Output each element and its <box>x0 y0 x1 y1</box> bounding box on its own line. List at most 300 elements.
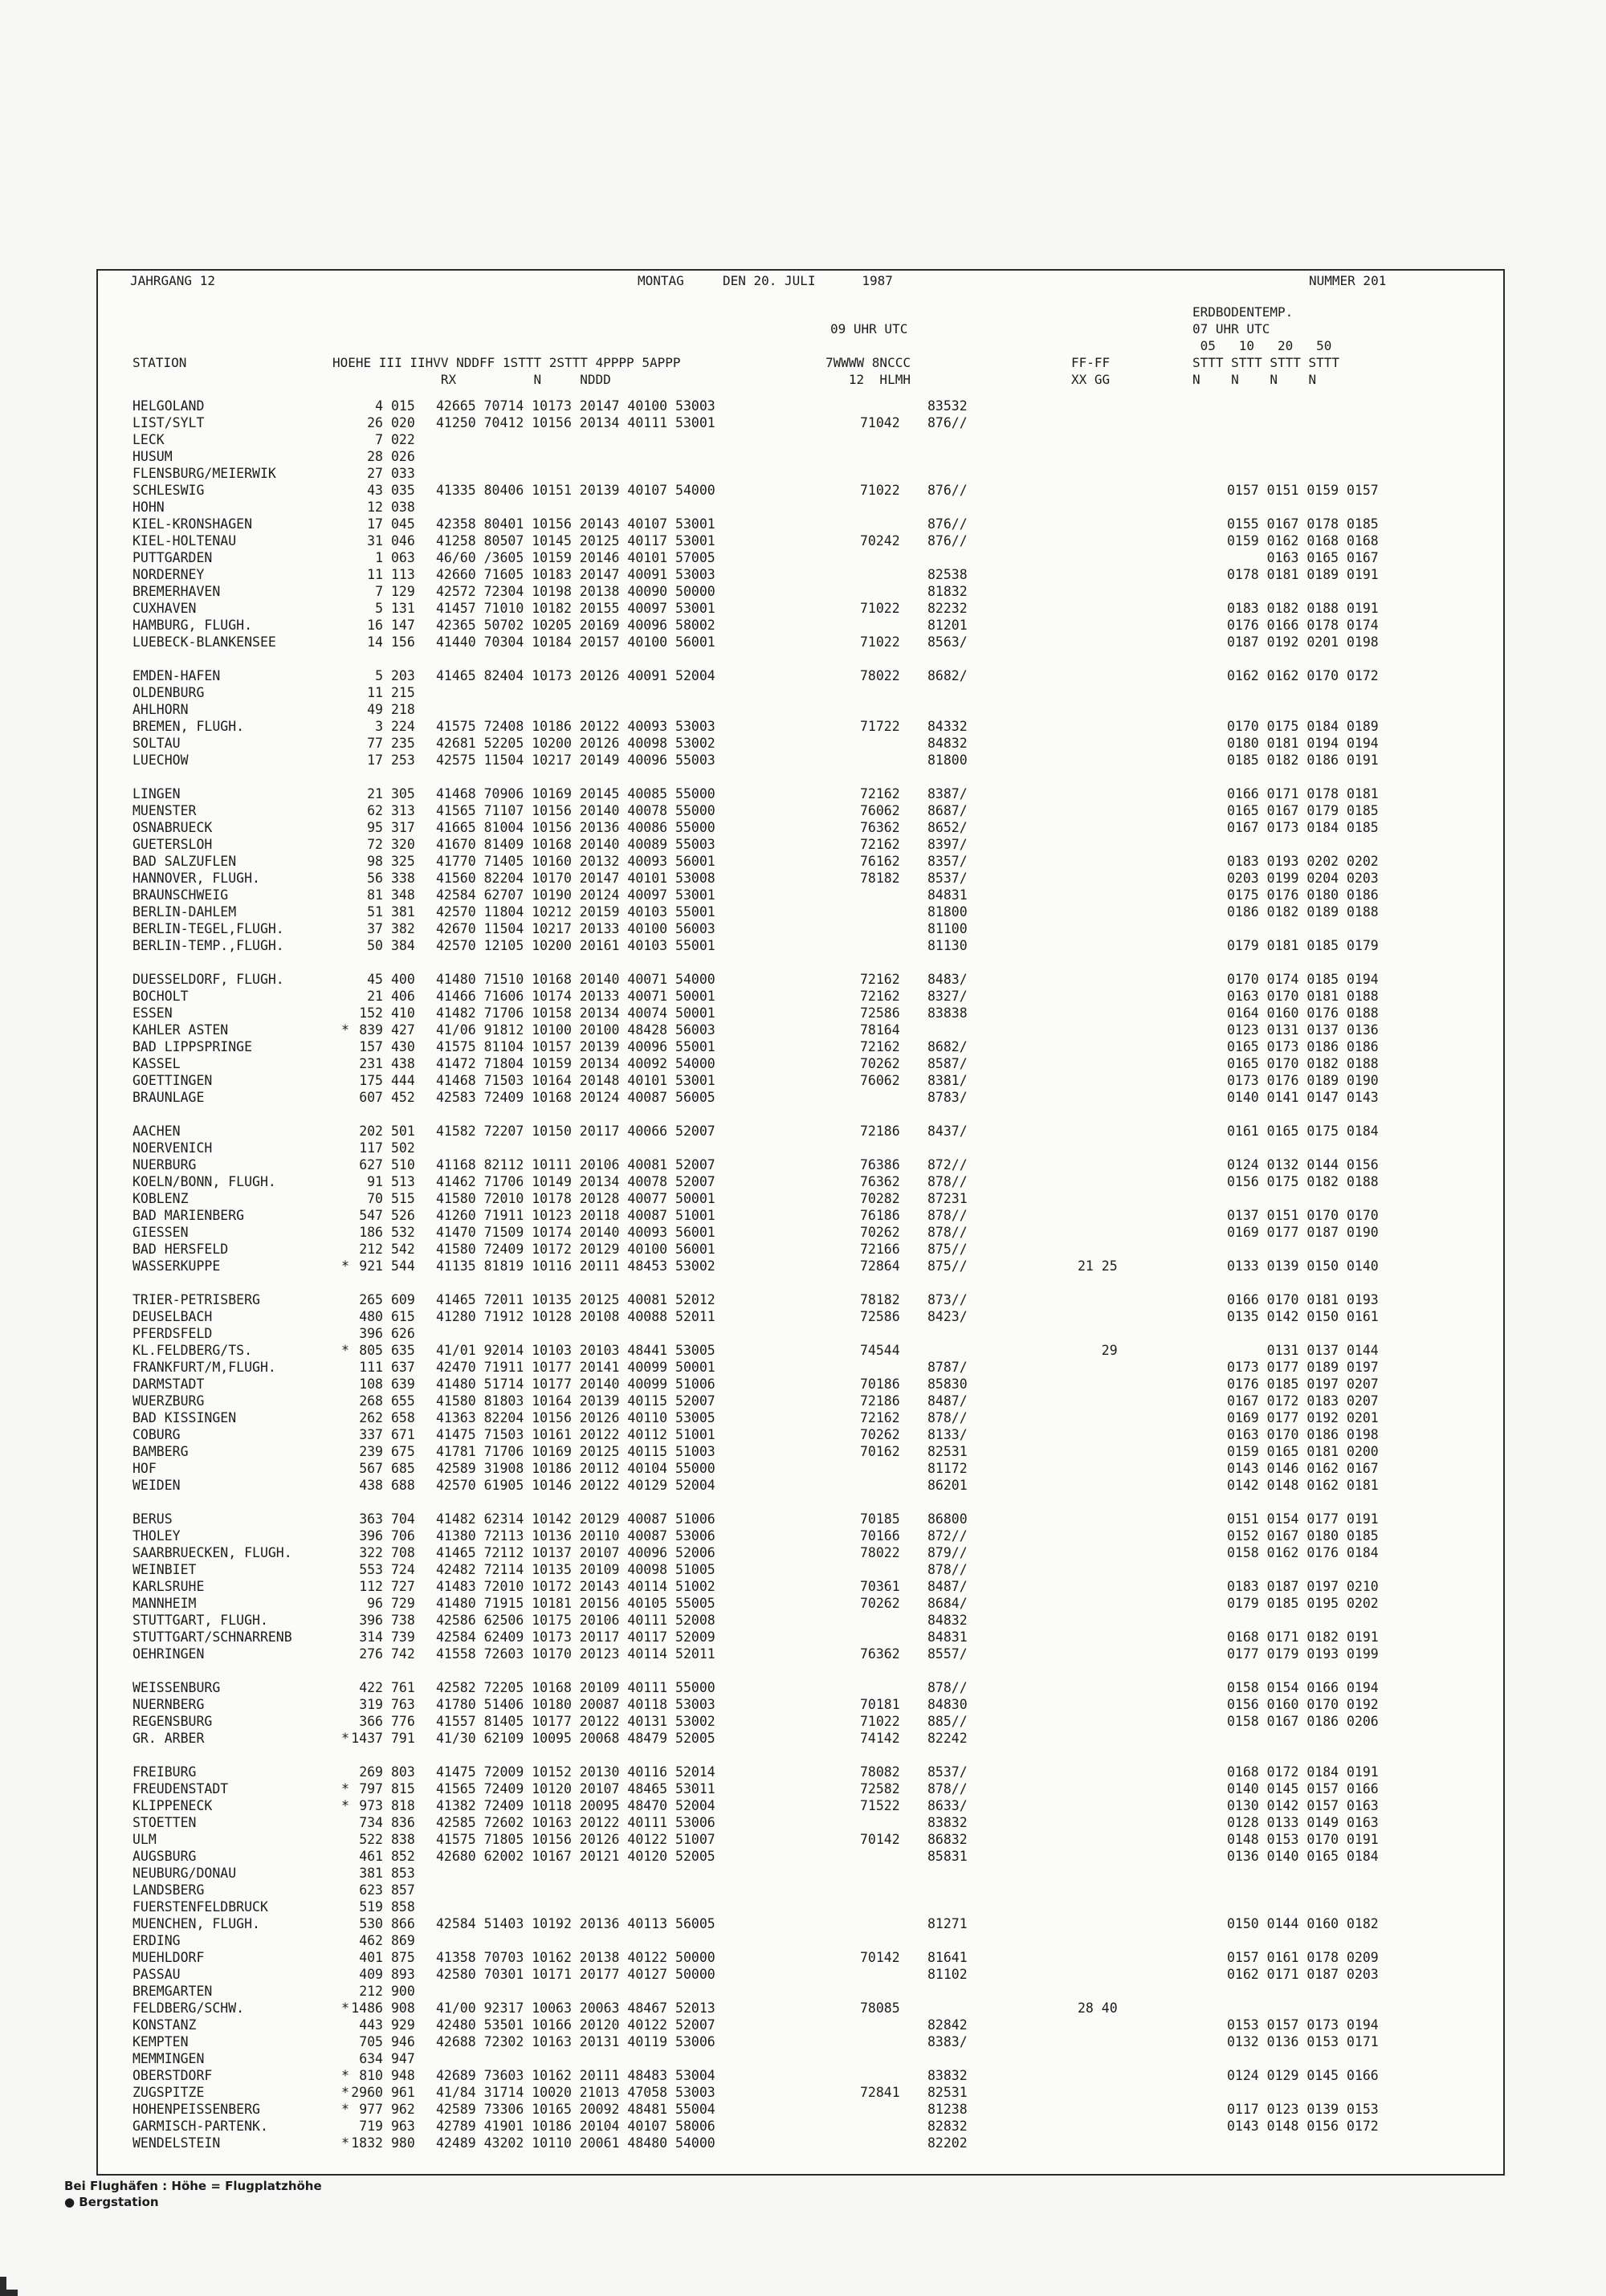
weather-group: 72186 <box>860 1124 900 1139</box>
synop-groups: 41560 82204 10170 20147 40101 53008 <box>436 871 715 886</box>
weather-group: 70181 <box>860 1697 900 1712</box>
cloud-group: 81100 <box>927 921 968 936</box>
cloud-group: 878// <box>927 1174 968 1189</box>
station-id: 706 <box>391 1528 415 1544</box>
station-height: 443 <box>359 2017 383 2033</box>
soil-temperatures: 0185 0182 0186 0191 <box>1227 752 1379 768</box>
station-id: 033 <box>391 466 415 481</box>
cloud-group: 872// <box>927 1157 968 1172</box>
weather-group: 76386 <box>860 1157 900 1172</box>
synop-groups: 41468 71503 10164 20148 40101 53001 <box>436 1073 715 1088</box>
station-row <box>132 1848 1498 1865</box>
station-id: 761 <box>391 1680 415 1695</box>
cloud-group: 8652/ <box>927 820 968 835</box>
synop-groups: 41465 82404 10173 20126 40091 52004 <box>436 668 715 683</box>
station-name: CUXHAVEN <box>132 601 197 616</box>
weather-group: 78182 <box>860 1292 900 1307</box>
cloud-group: 84832 <box>927 736 968 751</box>
station-id: 544 <box>391 1258 415 1274</box>
cloud-group: 82832 <box>927 2119 968 2134</box>
soil-temperatures: 0159 0162 0168 0168 <box>1227 533 1379 549</box>
footnote-mountain-station: ● Bergstation <box>64 2195 159 2209</box>
cloud-group: 8682/ <box>927 1039 968 1054</box>
station-height: 401 <box>359 1950 383 1965</box>
station-row <box>132 398 1498 414</box>
station-row <box>132 1527 1498 1544</box>
station-id: 046 <box>391 533 415 549</box>
synop-groups: 42789 41901 10186 20104 40107 58006 <box>436 2119 715 2134</box>
footnote-airport-height: Bei Flughäfen : Höhe = Flugplatzhöhe <box>64 2179 322 2193</box>
cloud-group: 84332 <box>927 719 968 734</box>
station-id: 900 <box>391 1984 415 1999</box>
station-row <box>132 1578 1498 1595</box>
soil-temperatures: 0203 0199 0204 0203 <box>1227 871 1379 886</box>
station-name: BERLIN-TEMP.,FLUGH. <box>132 938 284 953</box>
issue-number: NUMMER 201 <box>1309 273 1387 288</box>
soil-temperatures: 0132 0136 0153 0171 <box>1227 2034 1379 2049</box>
soil-temperatures: 0157 0151 0159 0157 <box>1227 483 1379 498</box>
station-row <box>132 1089 1498 1106</box>
station-row <box>132 2033 1498 2050</box>
station-name: STUTTGART/SCHNARRENB <box>132 1629 292 1645</box>
station-id: 526 <box>391 1208 415 1223</box>
station-name: FLENSBURG/MEIERWIK <box>132 466 276 481</box>
cloud-group: 83832 <box>927 2068 968 2083</box>
station-height: 2960 <box>351 2085 383 2100</box>
station-id: 113 <box>391 567 415 582</box>
weather-group: 70361 <box>860 1579 900 1594</box>
station-row <box>132 819 1498 836</box>
soil-temperatures: 0176 0166 0178 0174 <box>1227 618 1379 633</box>
synop-groups: 42584 62707 10190 20124 40097 53001 <box>436 887 715 903</box>
station-row <box>132 1308 1498 1325</box>
station-name: HOHENPEISSENBERG <box>132 2102 260 2117</box>
station-group <box>132 398 1498 650</box>
station-row <box>132 2084 1498 2101</box>
station-name: WUERZBURG <box>132 1393 205 1409</box>
station-name: MUENCHEN, FLUGH. <box>132 1916 260 1931</box>
cloud-group: 82531 <box>927 2085 968 2100</box>
weather-group: 76362 <box>860 820 900 835</box>
station-row <box>132 532 1498 549</box>
station-id: 685 <box>391 1461 415 1476</box>
synop-groups: 42489 43202 10110 20061 48480 54000 <box>436 2135 715 2151</box>
cloud-group: 81201 <box>927 618 968 633</box>
station-id: 852 <box>391 1849 415 1864</box>
soil-temperatures: 0156 0175 0182 0188 <box>1227 1174 1379 1189</box>
synop-groups: 41475 72009 10152 20130 40116 52014 <box>436 1764 715 1780</box>
station-name: KIEL-KRONSHAGEN <box>132 516 253 532</box>
station-name: DARMSTADT <box>132 1376 205 1392</box>
station-row <box>132 499 1498 516</box>
station-height: 37 <box>367 921 383 936</box>
station-name: SAARBRUECKEN, FLUGH. <box>132 1545 292 1560</box>
station-name: PUTTGARDEN <box>132 550 213 565</box>
station-row <box>132 465 1498 482</box>
station-id: 510 <box>391 1157 415 1172</box>
station-id: 542 <box>391 1242 415 1257</box>
station-height: 21 <box>367 786 383 801</box>
station-row <box>132 1882 1498 1898</box>
weather-group: 72186 <box>860 1393 900 1409</box>
station-name: BERUS <box>132 1511 173 1527</box>
station-name: GR. ARBER <box>132 1731 205 1746</box>
station-row <box>132 2135 1498 2151</box>
station-name: KL.FELDBERG/TS. <box>132 1343 253 1358</box>
station-height: 157 <box>359 1039 383 1054</box>
station-row <box>132 1831 1498 1848</box>
station-height: 973 <box>359 1798 383 1813</box>
station-name: OSNABRUECK <box>132 820 213 835</box>
synop-groups: 41358 70703 10162 20138 40122 50000 <box>436 1950 715 1965</box>
soil-temperatures: 0140 0145 0157 0166 <box>1227 1781 1379 1796</box>
cloud-group: 87231 <box>927 1191 968 1206</box>
station-height: 396 <box>359 1326 383 1341</box>
weather-group: 72162 <box>860 786 900 801</box>
station-id: 253 <box>391 752 415 768</box>
cloud-group: 8487/ <box>927 1393 968 1409</box>
station-id: 639 <box>391 1376 415 1392</box>
soil-temperatures: 0176 0185 0197 0207 <box>1227 1376 1379 1392</box>
station-height: 81 <box>367 887 383 903</box>
synop-groups: 42660 71605 10183 20147 40091 53003 <box>436 567 715 582</box>
cloud-group: 81800 <box>927 752 968 768</box>
station-row <box>132 1022 1498 1038</box>
weather-group: 76162 <box>860 854 900 869</box>
station-height: 1486 <box>351 2000 383 2016</box>
station-height: 977 <box>359 2102 383 2117</box>
station-name: DEUSELBACH <box>132 1309 213 1324</box>
weather-group: 76362 <box>860 1174 900 1189</box>
synop-groups: 46/60 /3605 10159 20146 40101 57005 <box>436 550 715 565</box>
cloud-group: 8133/ <box>927 1427 968 1442</box>
synop-groups: 41475 71503 10161 20122 40112 51001 <box>436 1427 715 1442</box>
soil-temperatures: 0168 0171 0182 0191 <box>1227 1629 1379 1645</box>
station-name: ERDING <box>132 1933 181 1948</box>
station-name: LINGEN <box>132 786 181 801</box>
synop-groups: 41260 71911 10123 20118 40087 51001 <box>436 1208 715 1223</box>
cloud-group: 878// <box>927 1680 968 1695</box>
station-height: 108 <box>359 1376 383 1392</box>
station-height: 1437 <box>351 1731 383 1746</box>
station-id: 615 <box>391 1309 415 1324</box>
station-name: BAMBERG <box>132 1444 189 1459</box>
soil-temperatures: 0156 0160 0170 0192 <box>1227 1697 1379 1712</box>
weather-column-subheader: 12 HLMH <box>825 372 911 387</box>
station-id: 015 <box>391 398 415 414</box>
synop-groups: 41575 71805 10156 20126 40122 51007 <box>436 1832 715 1847</box>
weather-group: 72162 <box>860 837 900 852</box>
weather-group: 72162 <box>860 1039 900 1054</box>
station-name: GIESSEN <box>132 1225 189 1240</box>
station-height: 262 <box>359 1410 383 1425</box>
synop-groups: 41457 71010 10182 20155 40097 53001 <box>436 601 715 616</box>
station-id: 838 <box>391 1832 415 1847</box>
weather-group: 71022 <box>860 634 900 650</box>
synop-groups: 41382 72409 10118 20095 48470 52004 <box>436 1798 715 1813</box>
station-table <box>132 398 1498 2168</box>
station-name: NUERBURG <box>132 1157 197 1172</box>
cloud-group: 8783/ <box>927 1090 968 1105</box>
station-id: 963 <box>391 2119 415 2134</box>
station-name: KAHLER ASTEN <box>132 1022 229 1038</box>
station-height: 553 <box>359 1562 383 1577</box>
synop-groups: 41557 81405 10177 20122 40131 53002 <box>436 1714 715 1729</box>
soil-temperatures: 0180 0181 0194 0194 <box>1227 736 1379 751</box>
station-name: KEMPTEN <box>132 2034 189 2049</box>
soil-temperatures: 0158 0162 0176 0184 <box>1227 1545 1379 1560</box>
station-id: 203 <box>391 668 415 683</box>
soil-temperatures: 0140 0141 0147 0143 <box>1227 1090 1379 1105</box>
station-id: 637 <box>391 1360 415 1375</box>
station-id: 338 <box>391 871 415 886</box>
synop-groups: 41280 71912 10128 20108 40088 52011 <box>436 1309 715 1324</box>
weather-group: 70242 <box>860 533 900 549</box>
station-id: 875 <box>391 1950 415 1965</box>
weather-group: 72162 <box>860 972 900 987</box>
station-id: 626 <box>391 1326 415 1341</box>
synop-groups: 41480 71510 10168 20140 40071 54000 <box>436 972 715 987</box>
station-id: 131 <box>391 601 415 616</box>
cloud-group: 875// <box>927 1258 968 1274</box>
cloud-group: 8437/ <box>927 1124 968 1139</box>
weather-group: 70186 <box>860 1376 900 1392</box>
soil-temperatures: 0183 0182 0188 0191 <box>1227 601 1379 616</box>
synop-groups: 42570 11804 10212 20159 40103 55001 <box>436 904 715 920</box>
station-id: 815 <box>391 1781 415 1796</box>
station-id: 452 <box>391 1090 415 1105</box>
cloud-group: 879// <box>927 1545 968 1560</box>
station-name: HAMBURG, FLUGH. <box>132 618 253 633</box>
synop-groups: 42589 31908 10186 20112 40104 55000 <box>436 1461 715 1476</box>
station-row <box>132 1915 1498 1932</box>
synop-groups: 41781 71706 10169 20125 40115 51003 <box>436 1444 715 1459</box>
station-row <box>132 1173 1498 1190</box>
station-height: 12 <box>367 500 383 515</box>
station-id: 348 <box>391 887 415 903</box>
soil-temperatures: 0158 0167 0186 0206 <box>1227 1714 1379 1729</box>
synop-groups: 41580 81803 10164 20139 40115 52007 <box>436 1393 715 1409</box>
synop-groups: 42580 70301 10171 20177 40127 50000 <box>436 1967 715 1982</box>
cloud-group: 876// <box>927 415 968 430</box>
station-row <box>132 1325 1498 1342</box>
station-id: 866 <box>391 1916 415 1931</box>
station-name: AHLHORN <box>132 702 189 717</box>
station-id: 224 <box>391 719 415 734</box>
station-row <box>132 2101 1498 2118</box>
station-name: COBURG <box>132 1427 181 1442</box>
scan-edge-mark <box>0 2290 18 2296</box>
synop-groups: 41335 80406 10151 20139 40107 54000 <box>436 483 715 498</box>
cloud-group: 85830 <box>927 1376 968 1392</box>
station-height: 72 <box>367 837 383 852</box>
station-row <box>132 448 1498 465</box>
station-row <box>132 1898 1498 1915</box>
soil-temp-title: ERDBODENTEMP. <box>1192 304 1294 320</box>
cloud-group: 878// <box>927 1410 968 1425</box>
soil-temperatures: 0163 0165 0167 <box>1227 550 1379 565</box>
station-height: 239 <box>359 1444 383 1459</box>
station-id: 739 <box>391 1629 415 1645</box>
weather-group: 72162 <box>860 1410 900 1425</box>
cloud-group: 81832 <box>927 584 968 599</box>
station-height: 705 <box>359 2034 383 2049</box>
station-height: 202 <box>359 1124 383 1139</box>
station-row <box>132 1258 1498 1274</box>
station-height: 7 <box>375 432 383 447</box>
station-id: 980 <box>391 2135 415 2151</box>
station-row <box>132 1764 1498 1780</box>
cloud-group: 872// <box>927 1528 968 1544</box>
station-name: WASSERKUPPE <box>132 1258 221 1274</box>
soil-temperatures: 0157 0161 0178 0209 <box>1227 1950 1379 1965</box>
station-id: 655 <box>391 1393 415 1409</box>
weather-group: 76186 <box>860 1208 900 1223</box>
station-name: ULM <box>132 1832 157 1847</box>
station-height: 95 <box>367 820 383 835</box>
station-id: 406 <box>391 989 415 1004</box>
station-id: 962 <box>391 2102 415 2117</box>
station-row <box>132 785 1498 802</box>
synop-groups: 42570 61905 10146 20122 40129 52004 <box>436 1478 715 1493</box>
station-row <box>132 2050 1498 2067</box>
station-height: 17 <box>367 516 383 532</box>
station-id: 776 <box>391 1714 415 1729</box>
station-name: OBERSTDORF <box>132 2068 213 2083</box>
station-row <box>132 684 1498 701</box>
soil-temperatures: 0117 0123 0139 0153 <box>1227 2102 1379 2117</box>
synop-groups: 41363 82204 10156 20126 40110 53005 <box>436 1410 715 1425</box>
weather-group: 70262 <box>860 1596 900 1611</box>
mountain-station-marker: * <box>341 2000 349 2016</box>
station-row <box>132 1393 1498 1409</box>
station-row <box>132 1646 1498 1662</box>
weather-group: 72841 <box>860 2085 900 2100</box>
synop-groups: 42583 72409 10168 20124 40087 56005 <box>436 1090 715 1105</box>
station-name: OEHRINGEN <box>132 1646 205 1662</box>
station-name: MANNHEIM <box>132 1596 197 1611</box>
synop-groups: 41465 72011 10135 20125 40081 52012 <box>436 1292 715 1307</box>
cloud-group: 81238 <box>927 2102 968 2117</box>
station-name: KIEL-HOLTENAU <box>132 533 237 549</box>
synop-groups: 41470 71509 10174 20140 40093 56001 <box>436 1225 715 1240</box>
cloud-group: 81102 <box>927 1967 968 1982</box>
station-row <box>132 1730 1498 1747</box>
mountain-station-marker: * <box>341 2085 349 2100</box>
station-row <box>132 1426 1498 1443</box>
station-id: 738 <box>391 1613 415 1628</box>
station-height: 5 <box>375 668 383 683</box>
station-id: 026 <box>391 449 415 464</box>
station-id: 869 <box>391 1933 415 1948</box>
station-height: 268 <box>359 1393 383 1409</box>
station-name: BAD HERSFELD <box>132 1242 229 1257</box>
station-row <box>132 1038 1498 1055</box>
station-row <box>132 566 1498 583</box>
station-id: 704 <box>391 1511 415 1527</box>
synop-groups: 42470 71911 10177 20141 40099 50001 <box>436 1360 715 1375</box>
station-row <box>132 971 1498 988</box>
station-name: AUGSBURG <box>132 1849 197 1864</box>
cloud-group: 86800 <box>927 1511 968 1527</box>
soil-temperatures: 0175 0176 0180 0186 <box>1227 887 1379 903</box>
station-height: 797 <box>359 1781 383 1796</box>
report-sheet <box>96 269 1505 2176</box>
cloud-group: 8423/ <box>927 1309 968 1324</box>
station-name: BREMEN, FLUGH. <box>132 719 245 734</box>
weather-group: 76062 <box>860 803 900 818</box>
station-name: STOETTEN <box>132 1815 197 1830</box>
station-name: KLIPPENECK <box>132 1798 213 1813</box>
station-name: EMDEN-HAFEN <box>132 668 221 683</box>
station-height: 719 <box>359 2119 383 2134</box>
weather-group: 70142 <box>860 1832 900 1847</box>
station-id: 438 <box>391 1056 415 1071</box>
station-id: 129 <box>391 584 415 599</box>
station-id: 325 <box>391 854 415 869</box>
station-row <box>132 1612 1498 1629</box>
station-name: PFERDSFELD <box>132 1326 213 1341</box>
station-height: 16 <box>367 618 383 633</box>
soil-temp-time: 07 UHR UTC <box>1192 321 1270 336</box>
station-name: NEUBURG/DONAU <box>132 1866 237 1881</box>
soil-temperatures: 0168 0172 0184 0191 <box>1227 1764 1379 1780</box>
synop-groups: 42575 11504 10217 20149 40096 55003 <box>436 752 715 768</box>
station-row <box>132 1460 1498 1477</box>
cloud-group: 84830 <box>927 1697 968 1712</box>
mountain-station-marker: * <box>341 2102 349 2117</box>
station-height: 461 <box>359 1849 383 1864</box>
station-name: HANNOVER, FLUGH. <box>132 871 260 886</box>
station-height: 112 <box>359 1579 383 1594</box>
station-height: 111 <box>359 1360 383 1375</box>
station-name: FREUDENSTADT <box>132 1781 229 1796</box>
station-id: 313 <box>391 803 415 818</box>
soil-temperatures: 0183 0187 0197 0210 <box>1227 1579 1379 1594</box>
station-row <box>132 735 1498 752</box>
station-row <box>132 1696 1498 1713</box>
station-name: KOBLENZ <box>132 1191 189 1206</box>
station-name: NOERVENICH <box>132 1140 213 1156</box>
station-row <box>132 1949 1498 1966</box>
gust-column-header: FF-FF <box>1071 355 1111 370</box>
station-id: 803 <box>391 1764 415 1780</box>
mountain-station-marker: * <box>341 2135 349 2151</box>
station-id: 948 <box>391 2068 415 2083</box>
station-id: 893 <box>391 1967 415 1982</box>
cloud-group: 8587/ <box>927 1056 968 1071</box>
synop-groups: 41440 70304 10184 20157 40100 56001 <box>436 634 715 650</box>
cloud-group: 8633/ <box>927 1798 968 1813</box>
cloud-group: 84831 <box>927 887 968 903</box>
synop-groups: 41575 81104 10157 20139 40096 55001 <box>436 1039 715 1054</box>
station-id: 215 <box>391 685 415 700</box>
station-row <box>132 1123 1498 1140</box>
station-height: 62 <box>367 803 383 818</box>
soil-temperatures: 0150 0144 0160 0182 <box>1227 1916 1379 1931</box>
station-name: GOETTINGEN <box>132 1073 213 1088</box>
station-height: 7 <box>375 584 383 599</box>
soil-temperatures: 0155 0167 0178 0185 <box>1227 516 1379 532</box>
station-height: 186 <box>359 1225 383 1240</box>
soil-temperatures: 0173 0177 0189 0197 <box>1227 1360 1379 1375</box>
station-row <box>132 887 1498 903</box>
soil-temperatures: 0136 0140 0165 0184 <box>1227 1849 1379 1864</box>
cloud-group: 8682/ <box>927 668 968 683</box>
station-height: 530 <box>359 1916 383 1931</box>
synop-groups: 41135 81819 10116 20111 48453 53002 <box>436 1258 715 1274</box>
weather-group: 76062 <box>860 1073 900 1088</box>
